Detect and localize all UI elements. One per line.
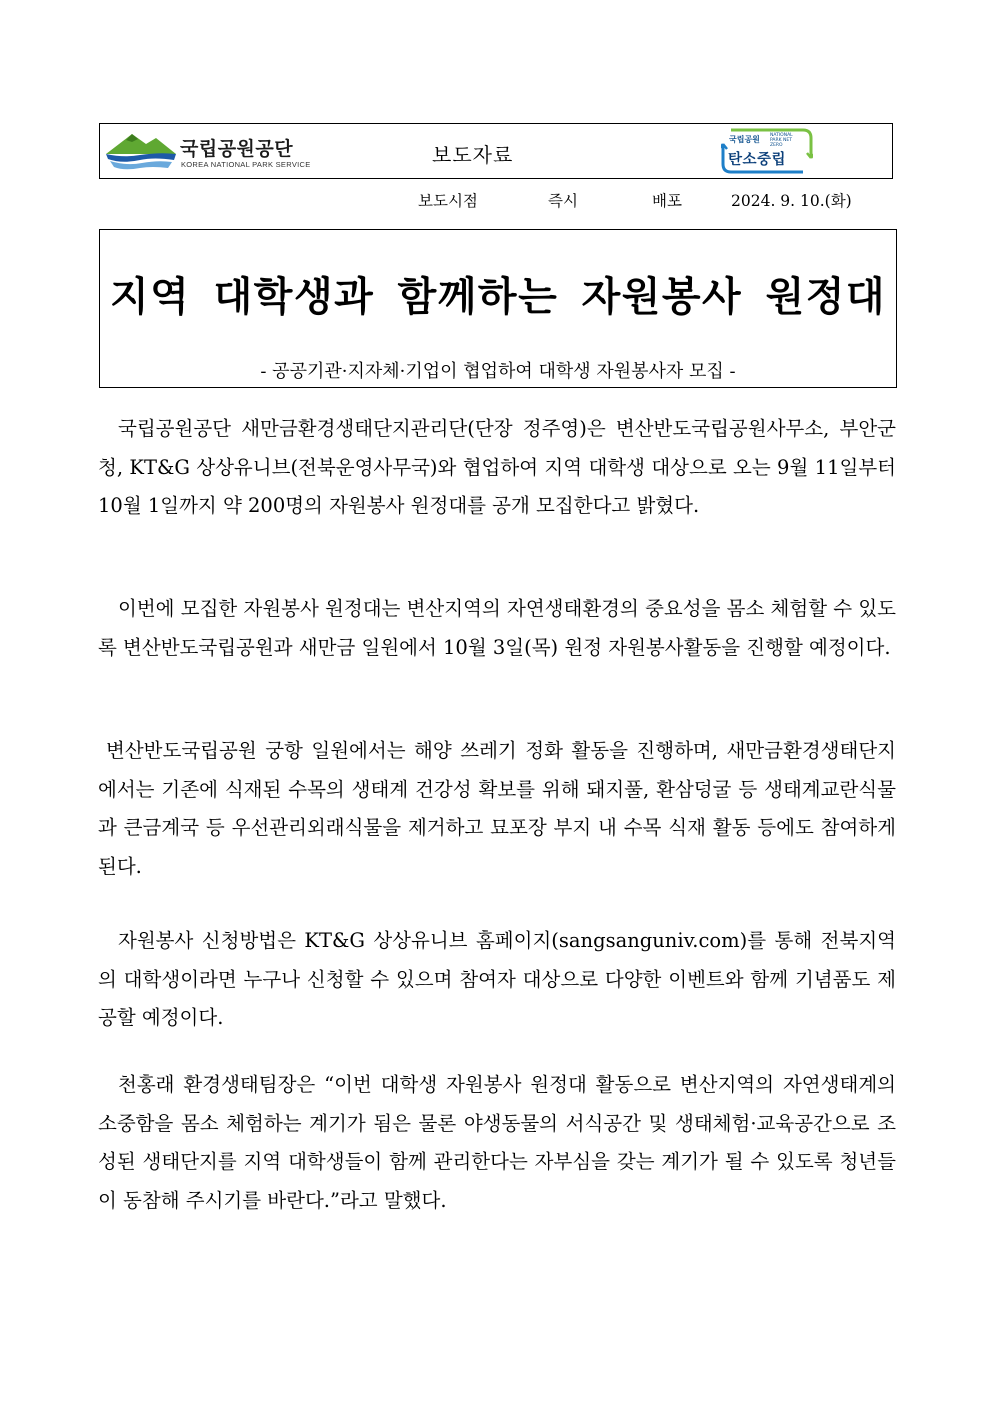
header-box bbox=[99, 123, 893, 179]
body-paragraph: 변산반도국립공원 궁항 일원에서는 해양 쓰레기 정화 활동을 진행하며, 새만금환경생태단지에서는 기존에 식재된 수목의 생태계 건강성 확보를 위해 돼지풀, 환삼덩굴 등 생태계교란식물과 큰금계국 등 우선관리외래식물을 제거하고 묘포장 부지 내 수목 식재 활동 등에도 참여하게 된다. bbox=[98, 739, 896, 878]
mountain-logo-icon bbox=[104, 130, 178, 174]
release-date: 2024. 9. 10.(화) bbox=[731, 192, 852, 210]
title-box bbox=[99, 229, 897, 388]
badge-top-label: 국립공원 bbox=[729, 135, 760, 144]
doc-type-label: 보도자료 bbox=[432, 143, 514, 167]
release-time-value: 즉시 bbox=[548, 192, 578, 210]
badge-tiny-label: NATIONAL PARK NET ZERO bbox=[770, 133, 793, 148]
page-subtitle: - 공공기관·지자체·기업이 협업하여 대학생 자원봉사자 모집 - bbox=[260, 361, 736, 382]
body-paragraph: 국립공원공단 새만금환경생태단지관리단(단장 정주영)은 변산반도국립공원사무소, 부안군청, KT&G 상상유니브(전북운영사무국)와 협업하여 지역 대학생 대상으로 오는 9월 11일부터 10월 1일까지 약 200명의 자원봉사 원정대를 공개 모집한다고 밝혔다. bbox=[98, 417, 896, 517]
distribution-label: 배포 bbox=[652, 192, 682, 210]
body-paragraph: 이번에 모집한 자원봉사 원정대는 변산지역의 자연생태환경의 중요성을 몸소 체험할 수 있도록 변산반도국립공원과 새만금 일원에서 10월 3일(목) 원정 자원봉사활동을 진행할 예정이다. bbox=[98, 597, 896, 659]
body-paragraph: 천홍래 환경생태팀장은 “이번 대학생 자원봉사 원정대 활동으로 변산지역의 자연생태계의 소중함을 몸소 체험하는 계기가 됨은 물론 야생동물의 서식공간 및 생태체험·교육공간으로 조성된 생태단지를 지역 대학생들이 함께 관리한다는 자부심을 갖는 계기가 될 수 있도록 청년들이 동참해 주시기를 바란다.”라고 말했다. bbox=[98, 1073, 896, 1212]
badge-main-label: 탄소중립 bbox=[728, 152, 787, 168]
carbon-neutral-badge bbox=[721, 128, 815, 176]
org-name: 국립공원공단 bbox=[180, 138, 294, 160]
body-paragraph: 자원봉사 신청방법은 KT&G 상상유니브 홈페이지(sangsanguniv.com)를 통해 전북지역의 대학생이라면 누구나 신청할 수 있으며 참여자 대상으로 다양한 이벤트와 함께 기념품도 제공할 예정이다. bbox=[98, 929, 896, 1029]
org-logo bbox=[104, 130, 311, 174]
release-time-label: 보도시점 bbox=[418, 192, 478, 210]
page-title: 지역 대학생과 함께하는 자원봉사 원정대 bbox=[109, 274, 887, 320]
org-name-en: KOREA NATIONAL PARK SERVICE bbox=[181, 160, 311, 169]
